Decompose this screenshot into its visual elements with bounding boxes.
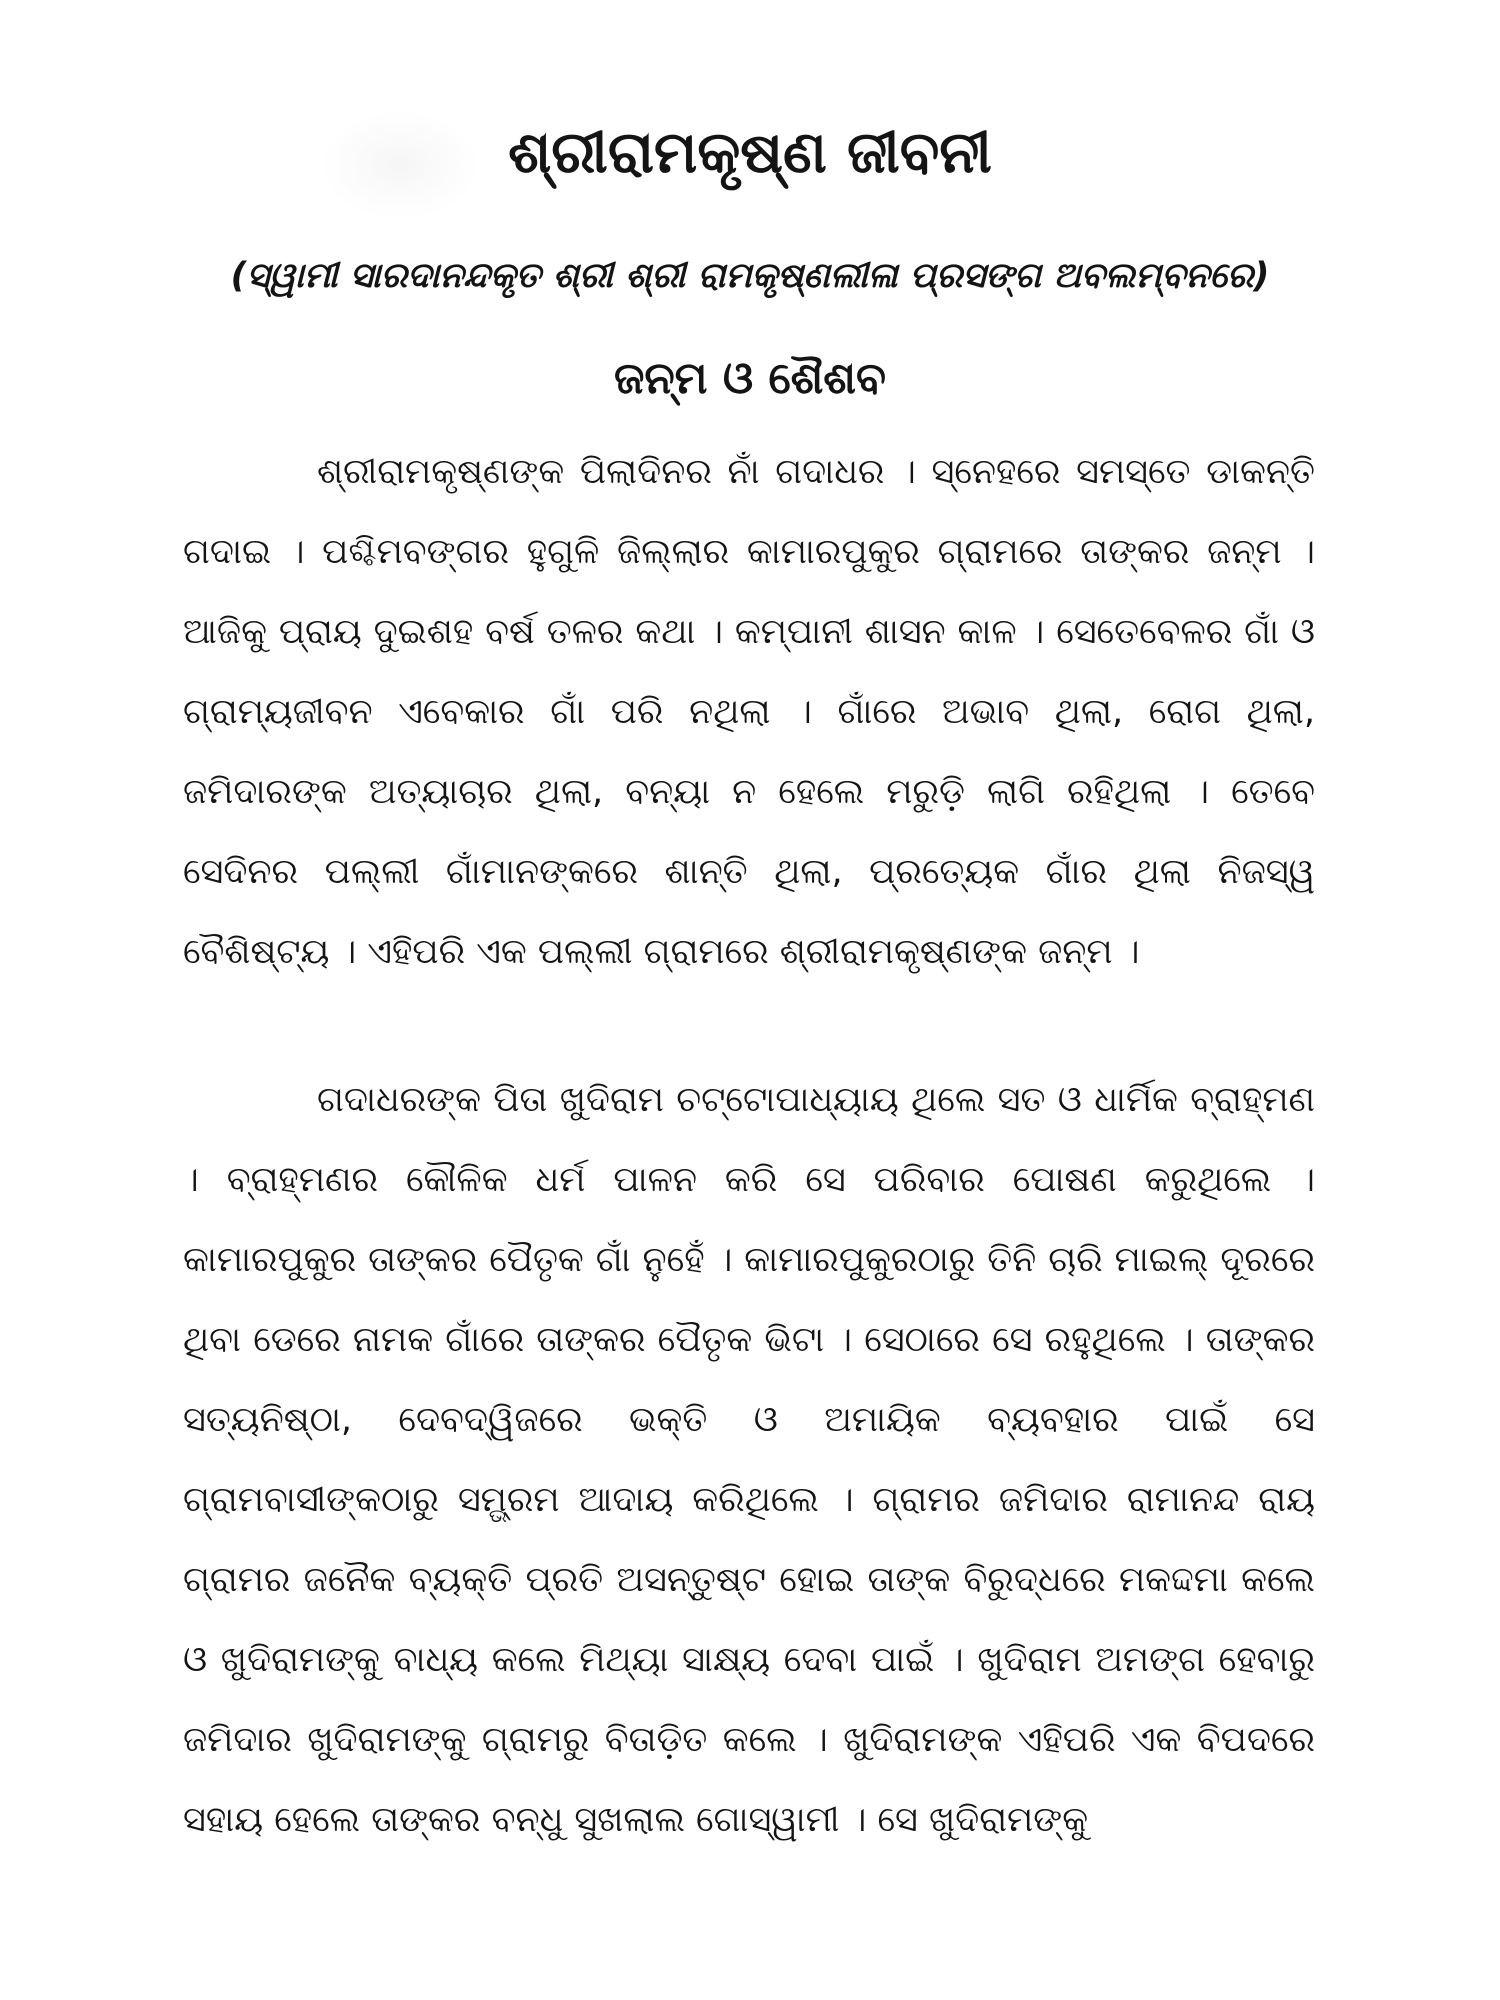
paragraph-birth: ଶ୍ରୀରାମକୃଷ୍ଣଙ୍କ ପିଲାଦିନର ନାଁ ଗଦାଧର । ସ୍ନେହରେ ସମସ୍ତେ ଡାକନ୍ତି ଗଦାଇ । ପଶ୍ଚିମବଙ୍ଗର ହୁଗୁଳି ଜିଲ୍ଲାର କାମାରପୁକୁର ଗ୍ରାମରେ ତାଙ୍କର ଜନ୍ମ । ଆଜିକୁ ପ୍ରାୟ ଦୁଇଶହ ବର୍ଷ ତଳର କଥା । କମ୍ପାନୀ ଶାସନ କାଳ । ସେତେବେଳର ଗାଁ ଓ ଗ୍ରାମ୍ୟଜୀବନ ଏବେକାର ଗାଁ ପରି ନଥିଲା । ଗାଁରେ ଅଭାବ ଥିଲା, ରୋଗ ଥିଲା, ଜମିଦାରଙ୍କ ଅତ୍ୟାଚାର ଥିଲା, ବନ୍ୟା ନ ହେଲେ ମରୁଡ଼ି ଲାଗି ରହିଥିଲା । ତେବେ ସେଦିନର ପଲ୍ଲୀ ଗାଁମାନଙ୍କରେ ଶାନ୍ତି ଥିଲା, ପ୍ରତ୍ୟେକ ଗାଁର ଥିଲା ନିଜସ୍ୱ ବୈଶିଷ୍ଟ୍ୟ । ଏହିପରି ଏକ ପଲ୍ଲୀ ଗ୍ରାମରେ ଶ୍ରୀରାମକୃଷ୍ଣଙ୍କ ଜନ୍ମ । (183, 452, 1315, 972)
page-subtitle: (ସ୍ୱାମୀ ସାରଦାନନ୍ଦକୃତ ଶ୍ରୀ ଶ୍ରୀ ରାମକୃଷ୍ଣଲୀଳା ପ୍ରସଙ୍ଗ ଅବଲମ୍ବନରେ) (230, 256, 1270, 296)
page-title: ଶ୍ରୀରାମକୃଷ୍ଣ ଜୀବନୀ (508, 118, 992, 186)
paragraph-father: ଗଦାଧରଙ୍କ ପିତା ଖୁଦିରାମ ଚଟ୍ଟୋପାଧ୍ୟାୟ ଥିଲେ ସତ ଓ ଧାର୍ମିକ ବ୍ରାହ୍ମଣ । ବ୍ରାହ୍ମଣର କୌଳିକ ଧର୍ମ ପାଳନ କରି ସେ ପରିବାର ପୋଷଣ କରୁଥିଲେ । କାମାରପୁକୁର ତାଙ୍କର ପୈତୃକ ଗାଁ ନୁହେଁ । କାମାରପୁକୁରଠାରୁ ତିନି ଚାରି ମାଇଲ୍ ଦୂରରେ ଥିବା ଡେରେ ନାମକ ଗାଁରେ ତାଙ୍କର ପୈତୃକ ଭିଟା । ସେଠାରେ ସେ ରହୁଥିଲେ । ତାଙ୍କର ସତ୍ୟନିଷ୍ଠା, ଦେବଦ୍ୱିଜରେ ଭକ୍ତି ଓ ଅମାୟିକ ବ୍ୟବହାର ପାଇଁ ସେ ଗ୍ରାମବାସୀଙ୍କଠାରୁ ସମ୍ଭ୍ରମ ଆଦାୟ କରିଥିଲେ । ଗ୍ରାମର ଜମିଦାର ରାମାନନ୍ଦ ରାୟ ଗ୍ରାମର ଜନୈକ ବ୍ୟକ୍ତି ପ୍ରତି ଅସନ୍ତୁଷ୍ଟ ହୋଇ ତାଙ୍କ ବିରୁଦ୍ଧରେ ମକଦ୍ଦମା କଲେ ଓ ଖୁଦିରାମଙ୍କୁ ବାଧ୍ୟ କଲେ ମିଥ୍ୟା ସାକ୍ଷ୍ୟ ଦେବା ପାଇଁ । ଖୁଦିରାମ ଅମଙ୍ଗ ହେବାରୁ ଜମିଦାର ଖୁଦିରାମଙ୍କୁ ଗ୍ରାମରୁ ବିତାଡ଼ିତ କଲେ । ଖୁଦିରାମଙ୍କ ଏହିପରି ଏକ ବିପଦରେ ସହାୟ ହେଲେ ତାଙ୍କର ବନ୍ଧୁ ସୁଖଲାଲ ଗୋସ୍ୱାମୀ । ସେ ଖୁଦିରାମଙ୍କୁ (183, 1080, 1315, 1840)
section-heading: ଜନ୍ମ ଓ ଶୈଶବ (613, 353, 887, 404)
